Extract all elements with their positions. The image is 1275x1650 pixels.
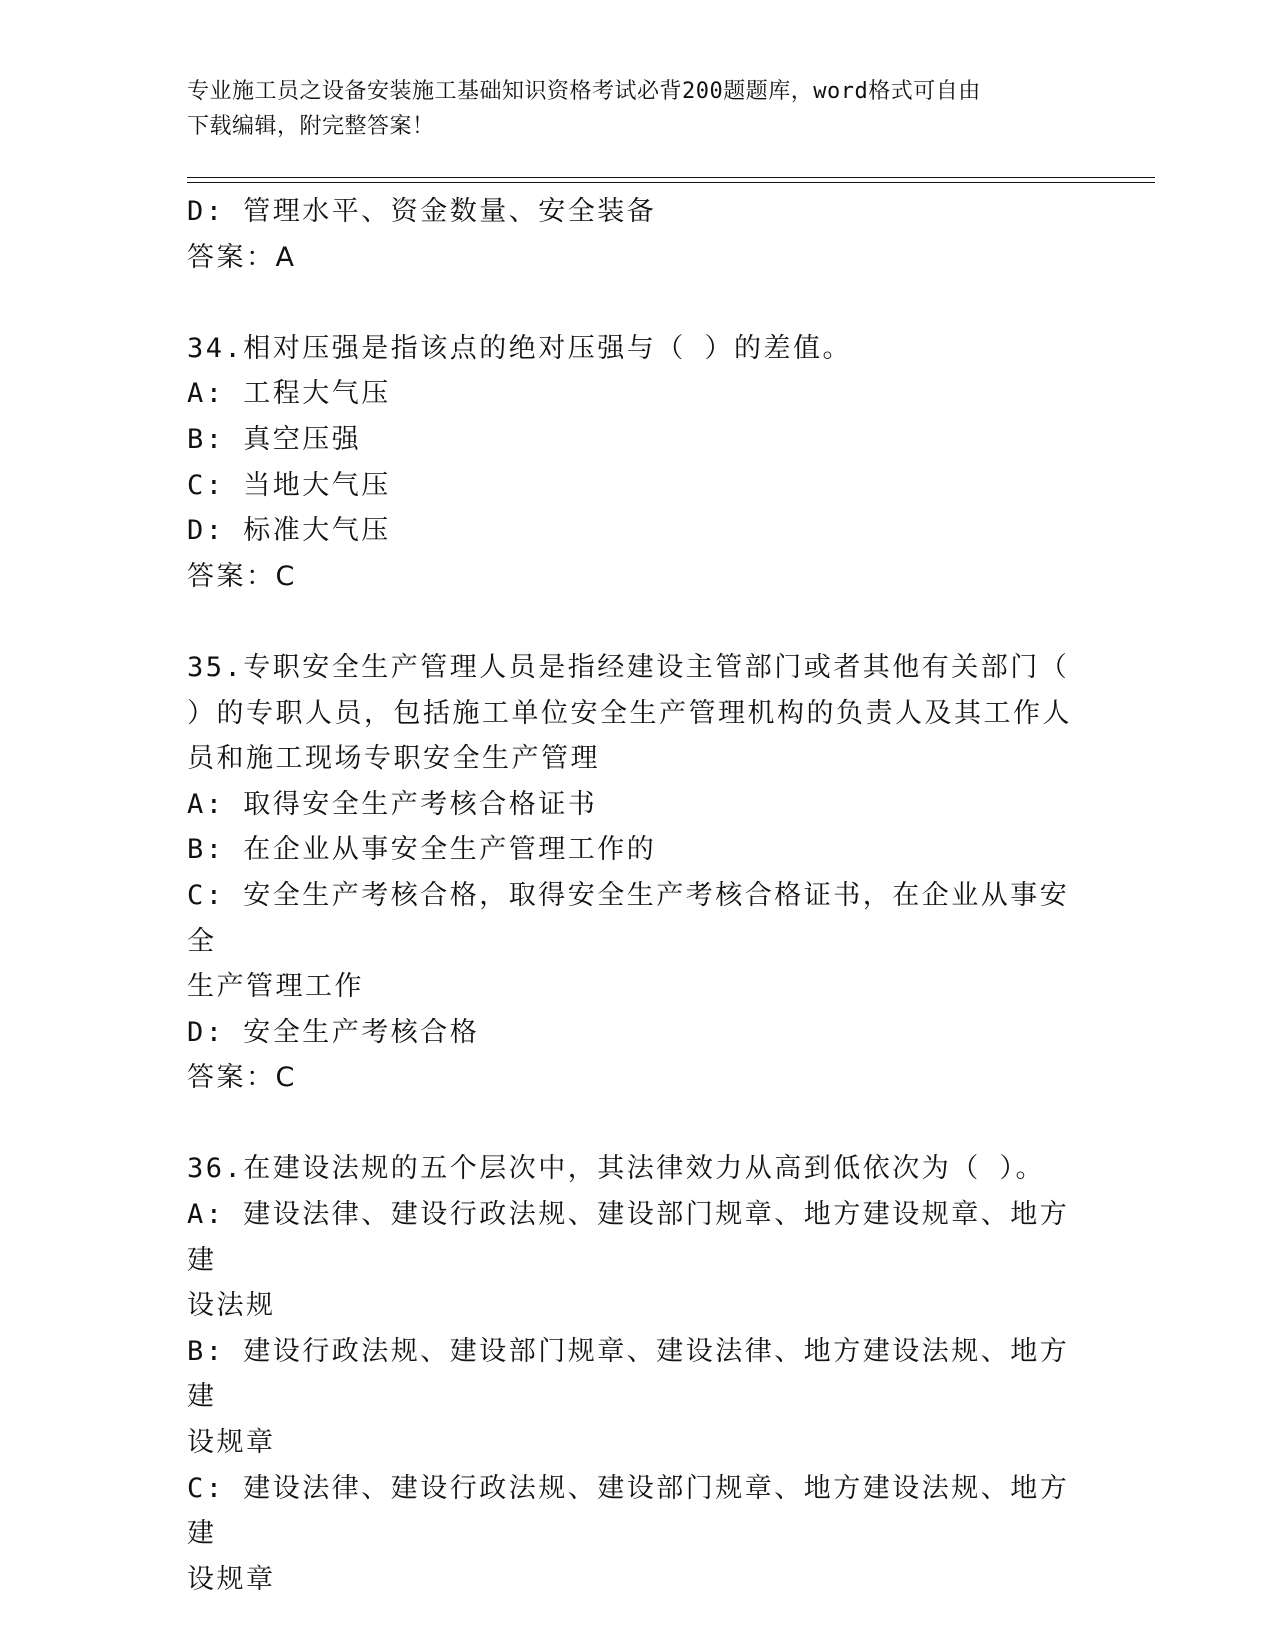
option-a: A: 工程大气压 xyxy=(187,378,391,410)
option-c-line-2: 设规章 xyxy=(187,1563,276,1595)
spacer xyxy=(187,280,1087,326)
option-d: D: 安全生产考核合格 xyxy=(187,1016,480,1048)
option-c-line-2: 生产管理工作 xyxy=(187,971,364,1003)
question-list xyxy=(187,189,1087,1602)
option-a-line-2: 设法规 xyxy=(187,1290,276,1322)
spacer xyxy=(187,599,1087,645)
question-36 xyxy=(187,1146,1087,1602)
option-d: D: 标准大气压 xyxy=(187,515,391,547)
option-a-line-1: A: 建设法律、建设行政法规、建设部门规章、地方建设规章、地方建 xyxy=(187,1199,1070,1276)
answer: 答案：A xyxy=(187,241,297,273)
header-divider-thick xyxy=(187,177,1155,178)
question-stem-line-2: ）的专职人员，包括施工单位安全生产管理机构的负责人及其工作人 xyxy=(187,697,1072,729)
document-header xyxy=(187,74,1067,144)
option-c-line-1: C: 建设法律、建设行政法规、建设部门规章、地方建设法规、地方建 xyxy=(187,1472,1070,1550)
spacer xyxy=(187,1101,1087,1147)
option-b: B: 在企业从事安全生产管理工作的 xyxy=(187,834,657,866)
question-stem-line-1: 35.专职安全生产管理人员是指经建设主管部门或者其他有关部门（ xyxy=(187,651,1070,683)
answer: 答案：C xyxy=(187,1062,297,1094)
question-stem-line-3: 员和施工现场专职安全生产管理 xyxy=(187,743,600,775)
option-b-line-2: 设规章 xyxy=(187,1427,276,1459)
header-divider-thin xyxy=(187,182,1155,183)
option-c-line-1: C: 安全生产考核合格，取得安全生产考核合格证书，在企业从事安全 xyxy=(187,879,1070,957)
header-line-2: 下载编辑，附完整答案！ xyxy=(187,114,435,139)
header-line-1: 专业施工员之设备安装施工基础知识资格考试必背200题题库，word格式可自由 xyxy=(187,79,981,104)
option-b: B: 真空压强 xyxy=(187,423,362,455)
option-d: D: 管理水平、资金数量、安全装备 xyxy=(187,196,657,227)
question-34 xyxy=(187,326,1087,600)
prev-question-tail xyxy=(187,189,1087,280)
question-stem: 36.在建设法规的五个层次中，其法律效力从高到低依次为（ ）。 xyxy=(187,1153,1046,1185)
answer: 答案：C xyxy=(187,560,297,592)
question-35 xyxy=(187,645,1087,1101)
option-a: A: 取得安全生产考核合格证书 xyxy=(187,788,598,820)
option-b-line-1: B: 建设行政法规、建设部门规章、建设法律、地方建设法规、地方建 xyxy=(187,1335,1070,1413)
option-c: C: 当地大气压 xyxy=(187,469,391,501)
question-stem: 34.相对压强是指该点的绝对压强与（ ）的差值。 xyxy=(187,332,853,364)
